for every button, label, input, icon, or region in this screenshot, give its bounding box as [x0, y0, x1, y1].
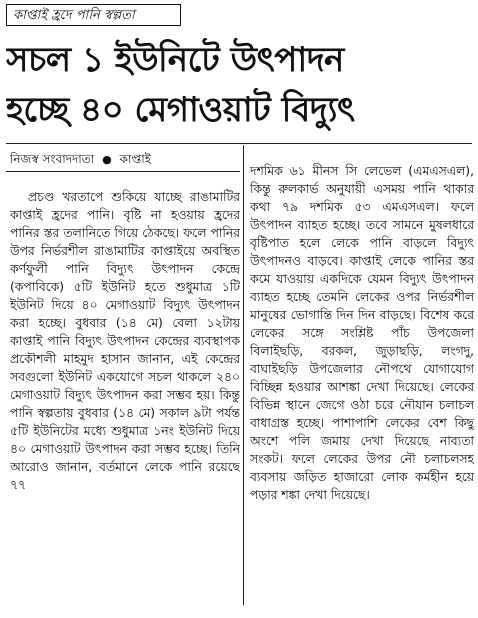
body-column-left: প্রচণ্ড খরতাপে শুকিয়ে যাচ্ছে রাঙামাটির কাপ্তাই হ্রদের পানি। বৃষ্টি না হওয়ায় হ্রদের পানির স্তর তলানিতে গিয়ে ঠেকছে। ফলে পানির উপর নির্ভরশীল রাঙামাটির কাপ্তাইয়ে অবস্থিত কর্ণফুলী পানি বিদ্যুৎ উৎপাদন কেন্দ্রে (কপাবিকে) ৫টি ইউনিট হতে শুধুমাত্র ১টি ইউনিট দিয়ে ৪০ মেগাওয়াট বিদ্যুৎ উৎপাদন করা হচ্ছে। বুধবার (১৪ মে) বেলা ১২টায় কাপ্তাই পানি বিদ্যুৎ উৎপাদন কেন্দ্রের ব্যবস্থাপক প্রকৌশলী মাহমুদ হাসান জানান, এই কেন্দ্রের সবগুলো ইউনিট একযোগে সচল থাকলে ২৪০ মেগাওয়াট বিদ্যুৎ উৎপাদন করা সম্ভব হয়। কিন্তু পানি স্বল্পতায় বুধবার (১৪ মে) সকাল ৯টা পর্যন্ত ৫টি ইউনিটের মধ্যে শুধুমাত্র ১নং ইউনিট দিয়ে ৪০ মেগাওয়াট উৎপাদন করা সম্ভব হচ্ছে। তিনি আরোও জানান, বর্তমানে লেকে পানি রয়েছে ৭৭ — [10, 190, 240, 493]
headline-line-1: সচল ১ ইউনিটে উৎপাদন — [6, 40, 344, 80]
body-column-right: দশমিক ৬১ মীনস সি লেভেল (এমএসএল), কিন্তু রুলকার্ভ অনুযায়ী এসময় পানি থাকার কথা ৭৯ দশমিক ৫৩ এমএসএল। ফলে উৎপাদন ব্যাহত হচ্ছে। তবে সামনে মুষলধারে বৃষ্টিপাত হলে লেকে পানি বাড়লে বিদ্যুৎ উৎপাদনও বাড়বে। কাপ্তাই লেকে পানির স্তর কমে যাওয়ায় একদিকে যেমন বিদ্যুৎ উৎপাদন ব্যাহত হচ্ছে তেমনি লেকের ওপর নির্ভরশীল মানুষের ভোগান্তি দিন দিন বাড়ছে। বিশেষ করে লেকের সঙ্গে সংশ্লিষ্ট পাঁচ উপজেলা বিলাইছড়ি, বরকল, জুড়াছড়ি, লংগদু, বাঘাইছড়ি উপজেলার নৌপথে যোগাযোগ বিচ্ছিন্ন হওয়ার আশঙ্কা দেখা দিয়েছে। লেকের বিভিন্ন স্থানে জেগে ওঠা চরে নৌযান চলাচল বাধাগ্রস্ত হচ্ছে। পাশাপাশি লেকের বেশ কিছু অংশে পলি জমায় দেখা দিয়েছে নাব্যতা সংকট। ফলে লেকের উপর নৌ চলাচলসহ ব্যবসায় জড়িত হাজারো লোক কর্মহীন হয়ে পড়ার শঙ্কা দেখা দিয়েছে। — [250, 164, 474, 503]
byline — [10, 150, 240, 168]
byline-divider — [6, 171, 240, 172]
column-divider — [243, 145, 244, 605]
headline-divider — [6, 143, 472, 144]
kicker-label: কাপ্তাই হ্রদে পানি স্বল্পতা — [6, 4, 181, 26]
headline-line-2: হচ্ছে ৪০ মেগাওয়াট বিদ্যুৎ — [6, 90, 355, 130]
byline-location: কাপ্তাই — [119, 152, 152, 166]
map-pin-icon: ● — [102, 153, 112, 166]
byline-reporter: নিজস্ব সংবাদদাতা — [10, 152, 95, 166]
